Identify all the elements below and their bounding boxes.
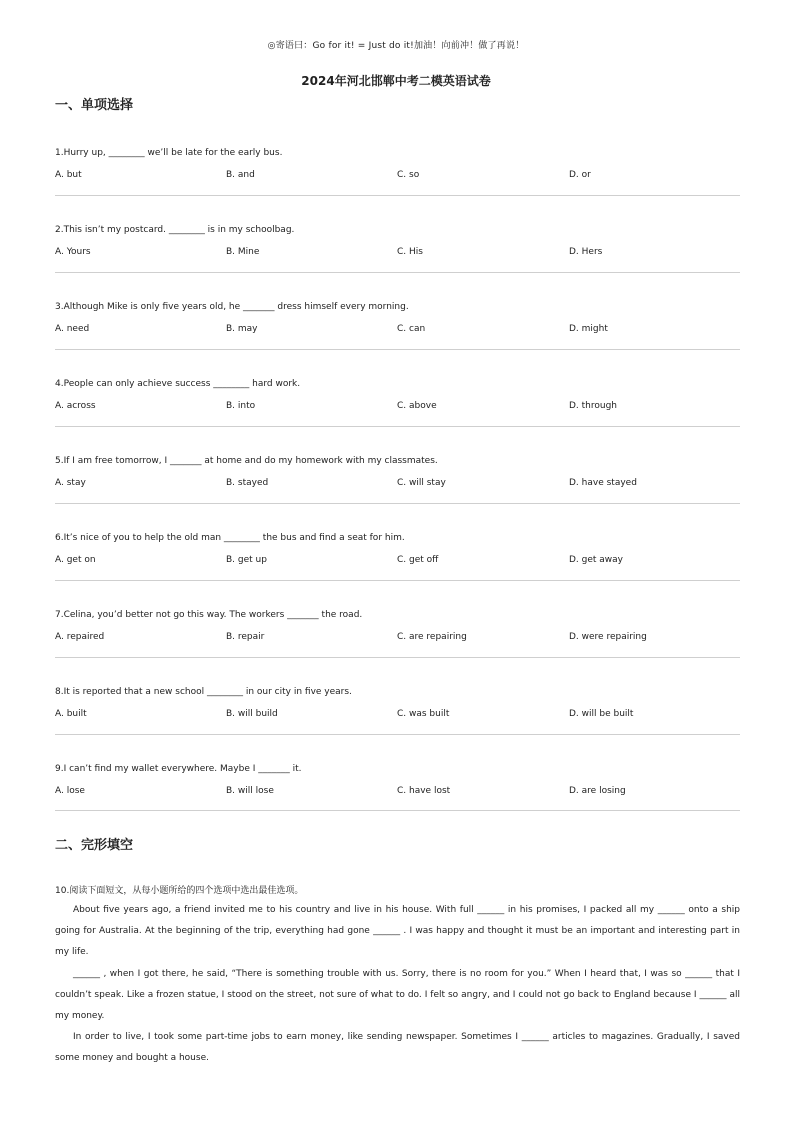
option-b[interactable]: B. Mine bbox=[226, 247, 260, 257]
option-row bbox=[55, 397, 740, 415]
question-stem: 4.People can only achieve success ________ hard work. bbox=[55, 379, 301, 389]
question-item bbox=[55, 606, 740, 646]
option-c[interactable]: C. have lost bbox=[397, 786, 451, 796]
question-stem: 1.Hurry up, ________ we’ll be late for the early bus. bbox=[55, 148, 283, 158]
option-a[interactable]: A. lose bbox=[55, 786, 85, 796]
divider bbox=[55, 272, 740, 273]
option-a[interactable]: A. but bbox=[55, 170, 82, 180]
divider bbox=[55, 503, 740, 504]
option-d[interactable]: D. have stayed bbox=[569, 478, 637, 488]
option-d[interactable]: D. are losing bbox=[569, 786, 626, 796]
option-c[interactable]: C. can bbox=[397, 324, 426, 334]
option-d[interactable]: D. were repairing bbox=[569, 632, 647, 642]
question-stem: 3.Although Mike is only five years old, he _______ dress himself every morning. bbox=[55, 302, 409, 312]
question-item bbox=[55, 298, 740, 338]
option-c[interactable]: C. His bbox=[397, 247, 423, 257]
divider bbox=[55, 349, 740, 350]
question-stem: 6.It’s nice of you to help the old man ________ the bus and find a seat for him. bbox=[55, 533, 405, 543]
option-row bbox=[55, 474, 740, 492]
question-stem: 9.I can’t find my wallet everywhere. Maybe I _______ it. bbox=[55, 764, 302, 774]
passage-paragraph: About five years ago, a friend invited me to his country and live in his house. With full ______ in his promises, I packed all my ______ onto a ship going for Australia. At the beginning of the trip, everything had gone ______ . I was happy and thought it must be an important and interesting part in my life. bbox=[55, 905, 740, 958]
option-row bbox=[55, 551, 740, 569]
option-a[interactable]: A. repaired bbox=[55, 632, 105, 642]
option-b[interactable]: B. will lose bbox=[226, 786, 274, 796]
page-title: 2024年河北邯郸中考二模英语试卷 bbox=[301, 74, 491, 88]
section-heading-single-choice: 一、单项选择 bbox=[55, 98, 134, 113]
question-stem: 2.This isn’t my postcard. ________ is in my schoolbag. bbox=[55, 225, 295, 235]
option-row bbox=[55, 243, 740, 261]
option-d[interactable]: D. get away bbox=[569, 555, 624, 565]
cloze-instruction: 10.阅读下面短文，从每小题所给的四个选项中选出最佳选项。 bbox=[55, 886, 304, 896]
divider bbox=[55, 580, 740, 581]
section-heading-cloze: 二、完形填空 bbox=[55, 838, 134, 853]
option-row bbox=[55, 782, 740, 800]
option-b[interactable]: B. repair bbox=[226, 632, 265, 642]
option-a[interactable]: A. need bbox=[55, 324, 90, 334]
option-d[interactable]: D. will be built bbox=[569, 709, 634, 719]
option-row bbox=[55, 166, 740, 184]
option-a[interactable]: A. built bbox=[55, 709, 87, 719]
option-c[interactable]: C. are repairing bbox=[397, 632, 467, 642]
option-d[interactable]: D. might bbox=[569, 324, 608, 334]
option-a[interactable]: A. get on bbox=[55, 555, 96, 565]
question-item bbox=[55, 760, 740, 800]
option-b[interactable]: B. will build bbox=[226, 709, 278, 719]
question-item bbox=[55, 683, 740, 723]
option-b[interactable]: B. may bbox=[226, 324, 258, 334]
option-b[interactable]: B. get up bbox=[226, 555, 267, 565]
option-d[interactable]: D. Hers bbox=[569, 247, 603, 257]
divider bbox=[55, 657, 740, 658]
option-c[interactable]: C. above bbox=[397, 401, 437, 411]
passage-paragraph: In order to live, I took some part-time jobs to earn money, like sending newspaper. Sometimes I ______ articles to magazines. Gradually, I saved some money and bought a house. bbox=[55, 1032, 740, 1064]
question-stem: 7.Celina, you’d better not go this way. The workers _______ the road. bbox=[55, 610, 363, 620]
option-b[interactable]: B. stayed bbox=[226, 478, 269, 488]
divider bbox=[55, 734, 740, 735]
option-b[interactable]: B. into bbox=[226, 401, 256, 411]
option-a[interactable]: A. stay bbox=[55, 478, 86, 488]
option-d[interactable]: D. through bbox=[569, 401, 618, 411]
question-stem: 8.It is reported that a new school ________ in our city in five years. bbox=[55, 687, 352, 697]
divider bbox=[55, 426, 740, 427]
question-item bbox=[55, 452, 740, 492]
option-row bbox=[55, 705, 740, 723]
option-b[interactable]: B. and bbox=[226, 170, 255, 180]
motto-line: ◎寄语曰：Go for it! = Just do it!加油！向前冲！做了再说！ bbox=[267, 41, 525, 51]
cloze-passage bbox=[55, 882, 740, 1070]
option-d[interactable]: D. or bbox=[569, 170, 591, 180]
option-c[interactable]: C. was built bbox=[397, 709, 450, 719]
option-c[interactable]: C. get off bbox=[397, 555, 439, 565]
option-a[interactable]: A. Yours bbox=[55, 247, 91, 257]
passage-paragraph: ______ , when I got there, he said, “There is something trouble with us. Sorry, there is no room for you.” When I heard that, I was so ______ that I couldn’t speak. Like a frozen statue, I stood on the street, not sure of what to do. I felt so angry, and I could not go back to England because I ______ all my money. bbox=[55, 968, 740, 1022]
question-item bbox=[55, 221, 740, 261]
divider bbox=[55, 810, 740, 811]
option-c[interactable]: C. will stay bbox=[397, 478, 446, 488]
question-item bbox=[55, 529, 740, 569]
option-a[interactable]: A. across bbox=[55, 401, 96, 411]
option-c[interactable]: C. so bbox=[397, 170, 420, 180]
option-row bbox=[55, 320, 740, 338]
question-item bbox=[55, 144, 740, 184]
option-row bbox=[55, 628, 740, 646]
question-item bbox=[55, 375, 740, 415]
divider bbox=[55, 195, 740, 196]
question-stem: 5.If I am free tomorrow, I _______ at home and do my homework with my classmates. bbox=[55, 456, 438, 466]
